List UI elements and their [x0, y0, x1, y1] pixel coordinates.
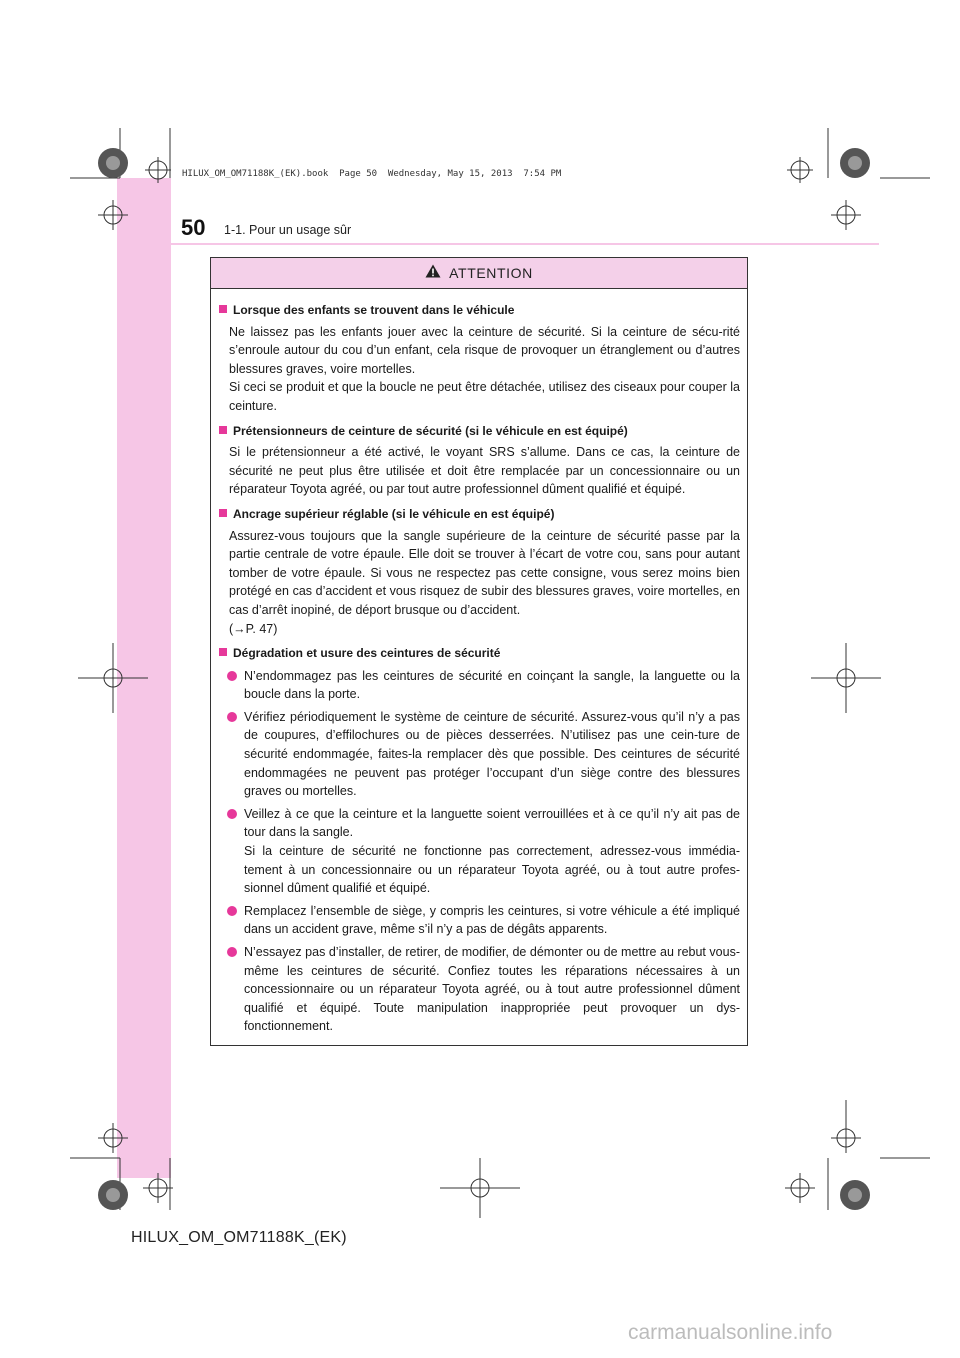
list-item [219, 708, 740, 801]
section-pretensioners [219, 422, 740, 499]
section-title: 1-1. Pour un usage sûr [224, 223, 352, 237]
square-bullet-icon [219, 509, 227, 517]
list-item-text: Remplacez l’ensemble de siège, y compris les ceintures, si votre véhicule a été impliqué dans un accident grave, même s’il n’y a pas de dégâts apparents. [244, 903, 740, 937]
section-wear [219, 644, 740, 1036]
page-number: 50 [181, 215, 206, 240]
circle-bullet-icon [227, 671, 237, 681]
section-heading: Ancrage supérieur réglable (si le véhicule en est équipé) [233, 506, 555, 521]
list-item [219, 805, 740, 898]
list-item-text: N’essayez pas d’installer, de retirer, de modifier, de démonter ou de mettre au rebut vous-même les ceintures de sécurité. Confiez toutes les réparations nécessaires à un concessionnaire ou un réparateur Toyota agréé, ou à tout autre professionnel dûment qualifié et équipé. Toute manipulation inappropriée peut provoquer un dys-fonctionnement. [244, 945, 740, 1034]
circle-bullet-icon [227, 947, 237, 957]
section-heading: Lorsque des enfants se trouvent dans le véhicule [233, 303, 515, 317]
section-anchor [219, 505, 740, 638]
warning-body [211, 289, 747, 1036]
warning-header [211, 258, 747, 289]
list-item-text: N’endommagez pas les ceintures de sécurité en coinçant la sangle, la languette ou la boucle dans la porte. [244, 668, 740, 702]
square-bullet-icon [219, 305, 227, 313]
list-item-text: Vérifiez périodiquement le système de ceinture de sécurité. Assurez-vous qu’il n’y a pas de coupures, d’effilochures ou de pièces desserrées. N’utilisez pas une cein-ture de sécurité endommagée, faites-la remplacer dès que possible. Des ceintures de sécurité endommagées ne peuvent pas protéger l’occupant d’un siège contre des blessures graves ou mortelles. [244, 709, 740, 799]
section-heading: Dégradation et usure des ceintures de sécurité [233, 646, 501, 661]
footer-document-code: HILUX_OM_OM71188K_(EK) [131, 1229, 347, 1246]
section-text: Assurez-vous toujours que la sangle supérieure de la ceinture de sécurité passe par la partie centrale de votre épaule. Elle doit se trouver à l’écart de votre cou, sans pour autant tomber de votre épaule. Si vous ne respectez pas cette consigne, vous serez moins bien protégé en cas d’accident et vous risquez de subir des blessures graves, voire mortelles, en cas d’arrêt inopiné, de déport brusque ou d’accident. (→P. 47) [229, 528, 740, 636]
section-children [219, 301, 740, 416]
circle-bullet-icon [227, 712, 237, 722]
warning-box [210, 257, 748, 1046]
square-bullet-icon [219, 648, 227, 656]
list-item [219, 667, 740, 704]
list-item [219, 902, 740, 939]
warning-triangle-icon [425, 264, 441, 283]
list-item-text: Veillez à ce que la ceinture et la languette soient verrouillées et à ce qu’il n’y ait pas de tour dans la sangle. Si la ceinture de sécurité ne fonctionne pas correctement, adressez-vous immédia-tement à un concessionnaire ou un réparateur Toyota agréé, ou à tout autre profes-sionnel dûment qualifié et équipé. [244, 806, 740, 896]
section-text: Ne laissez pas les enfants jouer avec la ceinture de sécurité. Si la ceinture de sécu-rité s’enroule autour du cou d’un enfant, cela risque de provoquer un étranglement ou d’autres blessures graves, voire mortelles. Si ceci se produit et que la boucle ne peut être détachée, utilisez des ciseaux pour couper la ceinture. [229, 324, 740, 413]
circle-bullet-icon [227, 906, 237, 916]
circle-bullet-icon [227, 809, 237, 819]
section-heading: Prétensionneurs de ceinture de sécurité (si le véhicule en est équipé) [233, 423, 628, 438]
list-item [219, 943, 740, 1036]
watermark: carmanualsonline.info [628, 1321, 833, 1344]
print-stamp: HILUX_OM_OM71188K_(EK).book Page 50 Wednesday, May 15, 2013 7:54 PM [182, 169, 562, 179]
warning-label: ATTENTION [449, 265, 533, 281]
section-text: Si le prétensionneur a été activé, le voyant SRS s’allume. Dans ce cas, la ceinture de sécurité ne peut plus être utilisée et doit être remplacée par un concessionnaire ou un réparateur Toyota agréé, ou par tout autre professionnel dûment qualifié et équipé. [229, 445, 740, 497]
square-bullet-icon [219, 426, 227, 434]
